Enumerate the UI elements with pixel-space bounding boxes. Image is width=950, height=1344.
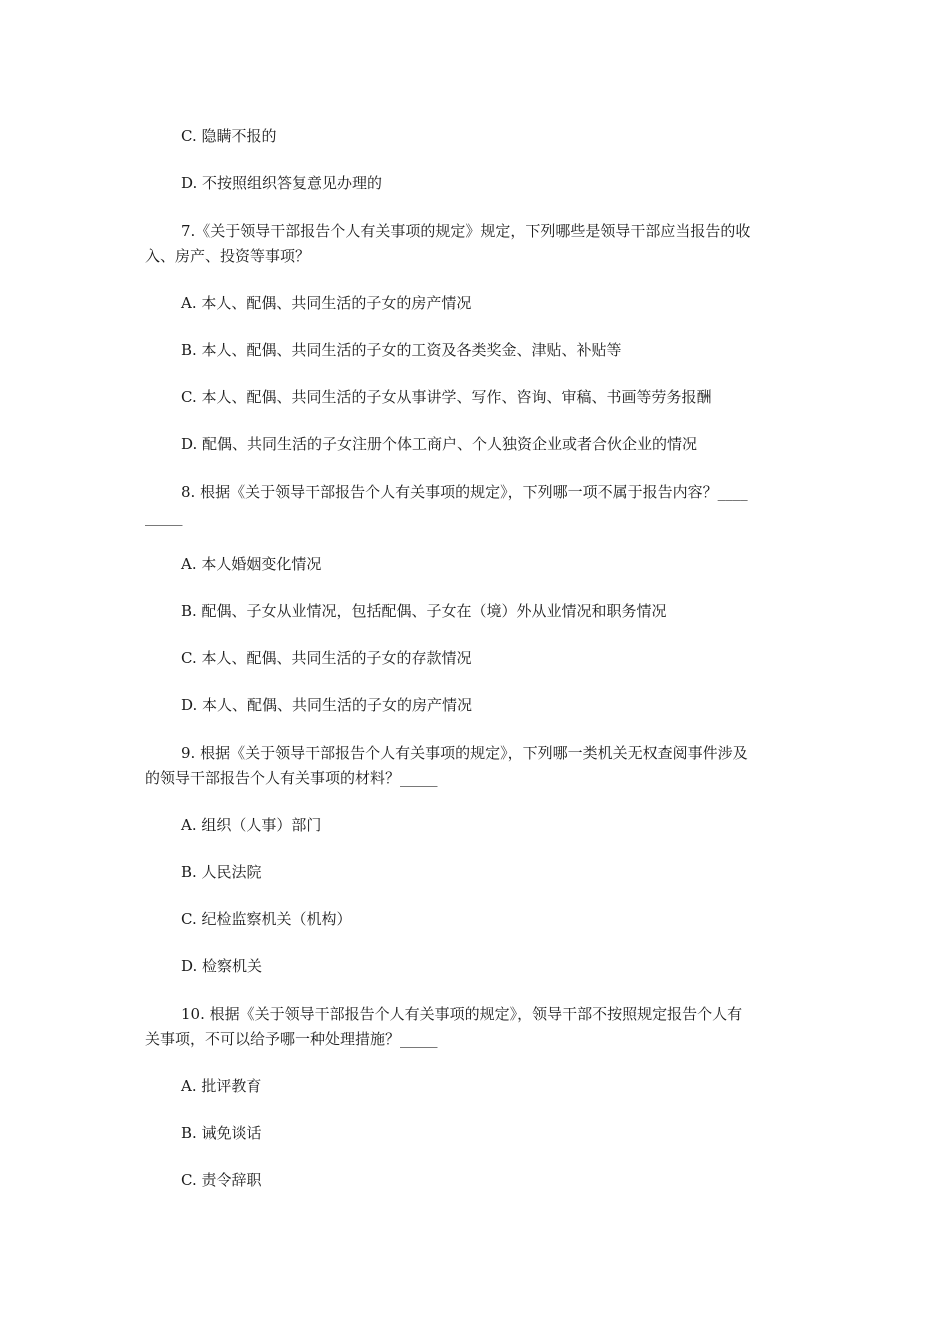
question-8-line-2: _____	[145, 508, 183, 526]
option-d-q6: D. 不按照组织答复意见办理的	[181, 174, 383, 192]
option-b-q7: B. 本人、配偶、共同生活的子女的工资及各类奖金、津贴、补贴等	[181, 341, 622, 359]
option-d-q7: D. 配偶、共同生活的子女注册个体工商户、个人独资企业或者合伙企业的情况	[181, 435, 698, 453]
option-b-q10: B. 诫免谈话	[181, 1124, 262, 1142]
option-a-q7: A. 本人、配偶、共同生活的子女的房产情况	[181, 294, 472, 312]
option-b-q9: B. 人民法院	[181, 863, 262, 881]
question-9-line-1: 9. 根据《关于领导干部报告个人有关事项的规定》，下列哪一类机关无权查阅事件涉及	[181, 744, 748, 762]
option-a-q8: A. 本人婚姻变化情况	[181, 555, 322, 573]
question-7-line-2: 入、房产、投资等事项？	[145, 247, 311, 265]
question-8-line-1: 8. 根据《关于领导干部报告个人有关事项的规定》，下列哪一项不属于报告内容？____	[181, 483, 748, 501]
option-c-q7: C. 本人、配偶、共同生活的子女从事讲学、写作、咨询、审稿、书画等劳务报酬	[181, 388, 712, 406]
option-c-q6: C. 隐瞒不报的	[181, 127, 277, 145]
option-d-q8: D. 本人、配偶、共同生活的子女的房产情况	[181, 696, 473, 714]
option-a-q9: A. 组织（人事）部门	[181, 816, 322, 834]
question-10-line-2: 关事项，不可以给予哪一种处理措施？_____	[145, 1030, 438, 1048]
option-c-q9: C. 纪检监察机关（机构）	[181, 910, 352, 928]
option-c-q10: C. 责令辞职	[181, 1171, 262, 1189]
option-c-q8: C. 本人、配偶、共同生活的子女的存款情况	[181, 649, 472, 667]
option-a-q10: A. 批评教育	[181, 1077, 262, 1095]
question-10-line-1: 10. 根据《关于领导干部报告个人有关事项的规定》，领导干部不按照规定报告个人有	[181, 1005, 743, 1023]
option-d-q9: D. 检察机关	[181, 957, 263, 975]
option-b-q8: B. 配偶、子女从业情况，包括配偶、子女在（境）外从业情况和职务情况	[181, 602, 667, 620]
question-9-line-2: 的领导干部报告个人有关事项的材料？_____	[145, 769, 438, 787]
question-7-line-1: 7.《关于领导干部报告个人有关事项的规定》规定，下列哪些是领导干部应当报告的收	[181, 222, 751, 240]
